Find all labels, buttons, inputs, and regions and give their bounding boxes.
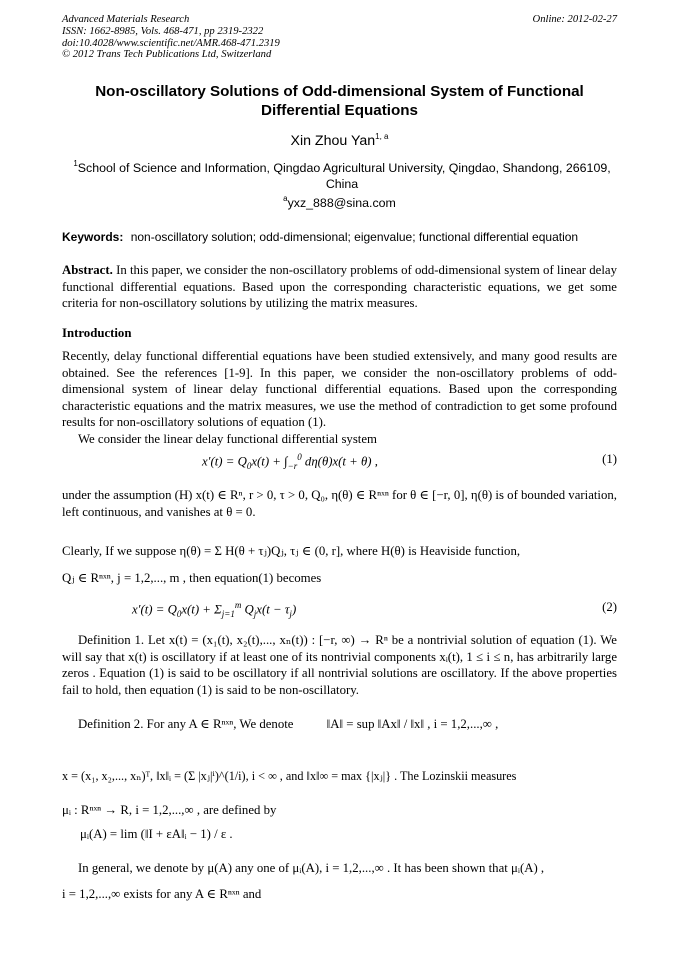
affiliation-superscript: 1 <box>73 159 78 168</box>
keywords <box>62 230 632 244</box>
intro-paragraph-1: Recently, delay functional differential equations have been studied extensively, and many good results are obtained. See the references [1-9]. In this paper, we consider the non-oscillatory problems of odd-dimensional system of linear delay functional differential equations. Based upon the corresponding characteristic equations and the matrix measures, we use the method of contradiction to get some profound results for non-oscillatory solutions of equation (1). <box>62 349 617 430</box>
definition-1: Definition 1. Let x(t) = (x₁(t), x₂(t),..., xₙ(t)) : [−r, ∞) → Rⁿ be a nontrivial solution of equation (1). We will say that x(t) is oscillatory if at least one of its nontrivial components xᵢ(t), 1 ≤ i ≤ n, has arbitrarily large zeros . Equation (1) is said to be oscillatory if all nontrivial solutions are oscillatory. If the above properties fail to hold, then equation (1) is said to be non-oscillatory. <box>62 633 617 697</box>
clearly-line: Clearly, If we suppose η(θ) = Σ H(θ + τⱼ)Qⱼ, τⱼ ∈ (0, r], where H(θ) is Heaviside function, <box>62 544 521 558</box>
equation-2-number: (2) <box>602 600 617 614</box>
email-line <box>62 194 617 210</box>
keywords-label: Keywords: <box>62 230 124 244</box>
equation-2-expression: $x'(t) = Q_0x(t) + \Sigma_{j=1}^m$ $Q_jx(t - \tau_j)$ <box>132 600 297 619</box>
author-line <box>62 132 617 149</box>
affiliation <box>62 156 622 192</box>
section-heading-introduction: Introduction <box>62 326 132 340</box>
title-line-2: Differential Equations <box>261 102 418 119</box>
journal-header <box>62 14 617 61</box>
affiliation-line-1: School of Science and Information, Qingdao Agricultural University, Qingdao, Shandong, 266109, <box>77 161 611 175</box>
email-superscript: a <box>283 194 288 203</box>
online-date: Online: 2012-02-27 <box>532 14 617 25</box>
lozinskii-measure-definition: μᵢ(A) = lim (‖I + εA‖ᵢ − 1) / ε . <box>80 827 233 841</box>
assumption-text: under the assumption (H) x(t) ∈ Rⁿ, r > 0, τ > 0, Q₀, η(θ) ∈ Rⁿˣⁿ for θ ∈ [−r, 0], η(θ) is of bounded variation, left continuous, and vanishes at θ = 0. <box>62 488 617 519</box>
issn-line: ISSN: 1662-8985, Vols. 468-471, pp 2319-2322 <box>62 25 264 37</box>
keywords-text: non-oscillatory solution; odd-dimensional; eigenvalue; functional differential equation <box>130 230 579 244</box>
equation-1 <box>62 452 617 476</box>
clearly-line-2: Qⱼ ∈ Rⁿˣⁿ, j = 1,2,..., m , then equation(1) becomes <box>62 571 322 585</box>
title-line-1: Non-oscillatory Solutions of Odd-dimensional System of Functional <box>95 83 584 100</box>
general-statement-2: i = 1,2,...,∞ exists for any A ∈ Rⁿˣⁿ and <box>62 887 262 901</box>
equation-2 <box>62 600 617 624</box>
general-statement: In general, we denote by μ(A) any one of μᵢ(A), i = 1,2,...,∞ . It has been shown that μᵢ(A) , <box>78 861 545 875</box>
author-email[interactable]: yxz_888@sina.com <box>287 196 396 210</box>
definition-2-vector-norms: x = (x₁, x₂,..., xₙ)ᵀ, ‖x‖ᵢ = (Σ |xⱼ|ⁱ)^(1/i), i < ∞ , and ‖x‖∞ = max {|xⱼ|} . The Lozinskii measures <box>62 769 517 783</box>
copyright-line: © 2012 Trans Tech Publications Ltd, Switzerland <box>62 49 272 61</box>
equation-1-expression: $x'(t) = Q_0x(t) + \int_{-r}^0$ dη(θ)x(t + θ) , <box>202 452 378 471</box>
paper-title <box>62 82 617 120</box>
doi-line: doi:10.4028/www.scientific.net/AMR.468-471.2319 <box>62 37 280 49</box>
author-superscript: 1, a <box>375 132 389 141</box>
lozinskii-measure-domain: μᵢ : Rⁿˣⁿ → R, i = 1,2,...,∞ , are defined by <box>62 803 277 817</box>
equation-1-number: (1) <box>602 452 617 466</box>
journal-name: Advanced Materials Research <box>62 14 190 25</box>
definition-2-norm: ‖A‖ = sup ‖Ax‖ / ‖x‖ , i = 1,2,...,∞ , <box>326 717 499 731</box>
intro-paragraph-2: We consider the linear delay functional differential system <box>78 432 377 446</box>
abstract-label: Abstract. <box>62 263 113 277</box>
definition-2-start: Definition 2. For any A ∈ Rⁿˣⁿ, We denote <box>78 717 294 731</box>
abstract <box>62 262 617 312</box>
affiliation-line-2: China <box>325 177 359 191</box>
definition-2-line-1 <box>62 716 617 733</box>
abstract-text: In this paper, we consider the non-oscillatory problems of odd-dimensional system of linear delay functional differential equations. Based upon the corresponding characteristic equations, we get some criteria for non-oscillatory solutions by utilizing the matrix measures. <box>62 263 617 311</box>
author-name: Xin Zhou Yan <box>290 133 376 149</box>
